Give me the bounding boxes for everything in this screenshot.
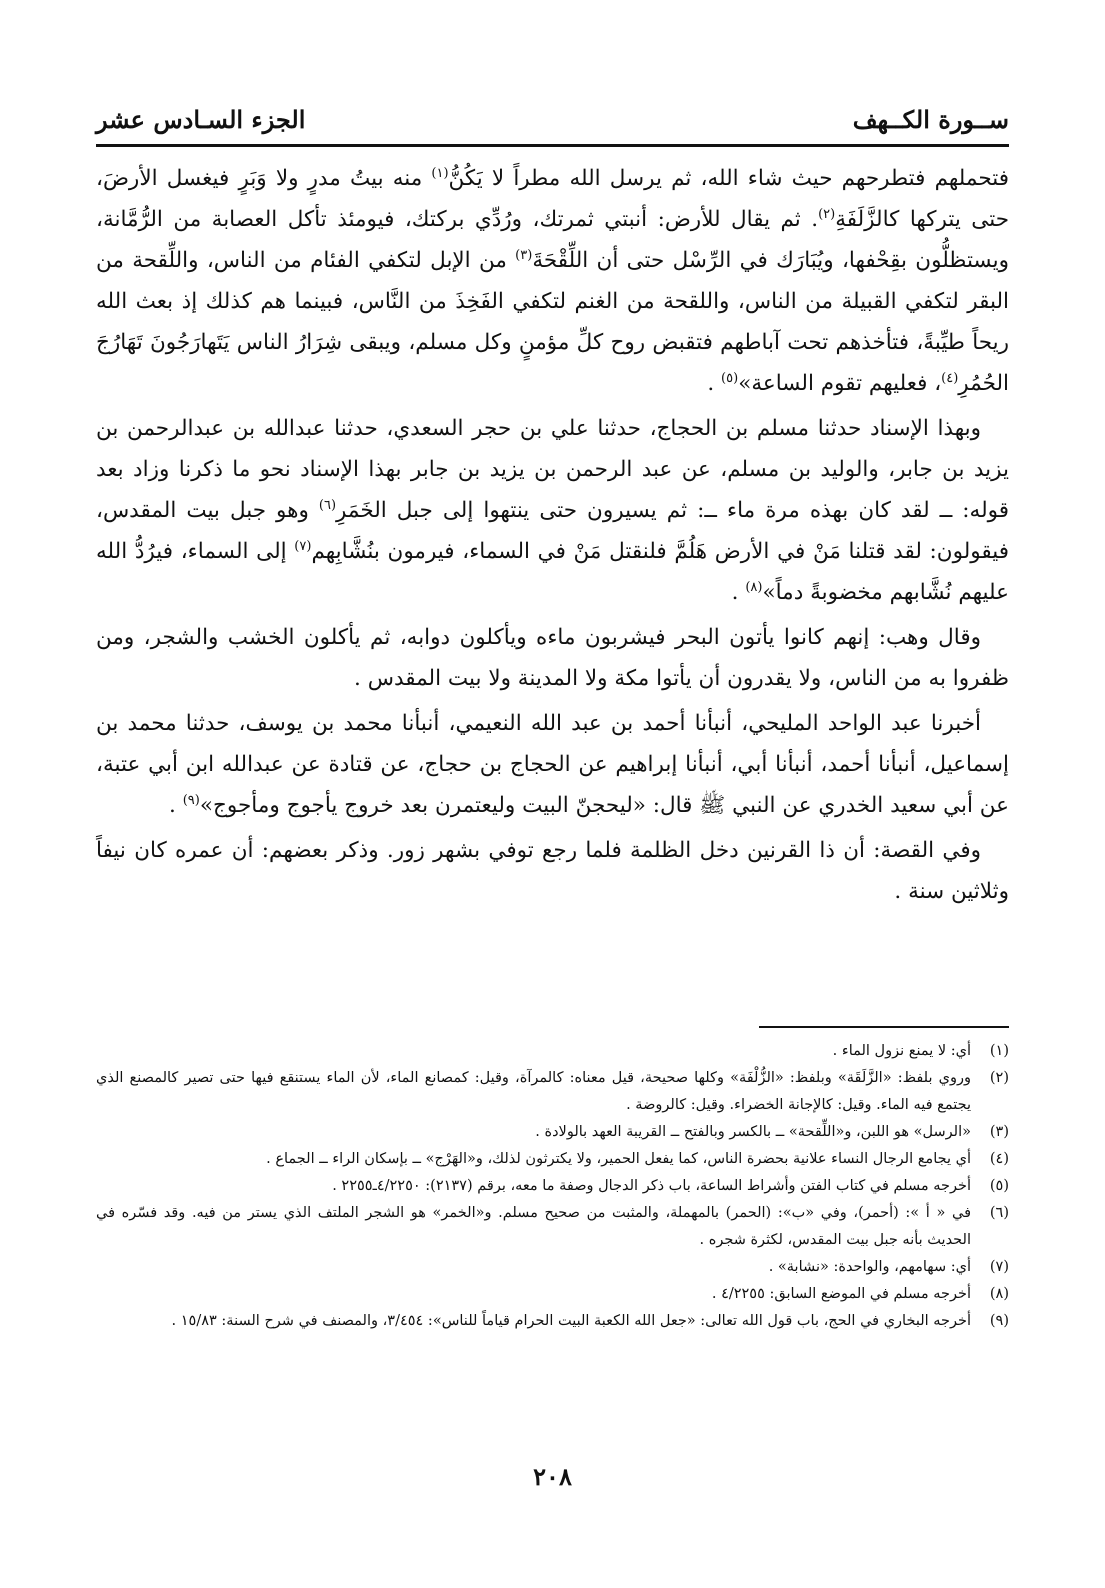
text-segment: منه بيتُ مدرٍ ولا وَبَرٍ فيغسل الأرضَ، حتى يتركها كالزَّلَفَةِ bbox=[96, 166, 1009, 232]
main-text bbox=[96, 158, 1009, 916]
footnote-text: «الرسل» هو اللبن، و«اللِّقحة» ــ بالكسر وبالفتح ــ القريبة العهد بالولادة . bbox=[535, 1124, 971, 1140]
page-number: ٢٠٨ bbox=[533, 1462, 572, 1491]
text-segment: . bbox=[169, 793, 183, 818]
footnote-number: (٥) bbox=[989, 1178, 1009, 1194]
text-segment: وهو جبل بيت المقدس، فيقولون: لقد قتلنا مَنْ في الأرض هَلُمَّ فلنقتل مَنْ في السماء، فيرمون بنُشَّابِهم bbox=[96, 498, 1009, 564]
part-title: الجزء السـادس عشر bbox=[96, 105, 306, 134]
footnote-text: أي: سهامهم، والواحدة: «نشابة» . bbox=[768, 1259, 971, 1275]
paragraph-3 bbox=[96, 617, 1009, 699]
footnote-ref: (٤) bbox=[941, 370, 959, 386]
paragraph-5 bbox=[96, 830, 1009, 912]
footnote bbox=[96, 1119, 1009, 1146]
footnote-text: أخرجه مسلم في الموضع السابق: ٤/٢٢٥٥ . bbox=[711, 1286, 971, 1302]
footnote-ref: (١) bbox=[431, 165, 449, 181]
text-segment: . bbox=[731, 580, 746, 605]
footnote-ref: (٧) bbox=[294, 538, 312, 554]
surah-title: ســورة الكــهف bbox=[852, 105, 1009, 134]
paragraph-4 bbox=[96, 703, 1009, 826]
footnote-number: (٢) bbox=[989, 1070, 1009, 1086]
paragraph-1 bbox=[96, 158, 1009, 404]
footnote-number: (٦) bbox=[989, 1205, 1009, 1221]
text-segment: إلى السماء، فيرُدُّ الله عليهم نُشَّابهم مخضوبةً دماً» bbox=[96, 539, 1009, 605]
footnote bbox=[96, 1065, 1009, 1119]
text-segment: . bbox=[707, 371, 722, 396]
text-segment: أخبرنا عبد الواحد المليحي، أنبأنا أحمد بن عبد الله النعيمي، أنبأنا محمد بن يوسف، حدثنا محمد بن إسماعيل، أنبأنا أحمد، أنبأنا أبي، أنبأنا إبراهيم عن الحجاج بن حجاج، عن قتادة عن عبدالله ابن أبي عتبة، عن أبي سعيد الخدري عن النبي ﷺ قال: «ليحجنّ البيت وليعتمرن بعد خروج يأجوج ومأجوج» bbox=[96, 711, 1009, 818]
footnote-number: (٩) bbox=[989, 1313, 1009, 1329]
footnote-ref: (٩) bbox=[182, 792, 200, 808]
footnote-number: (٤) bbox=[989, 1151, 1009, 1167]
footnote-ref: (٨) bbox=[745, 579, 763, 595]
footnote-ref: (٣) bbox=[515, 247, 533, 263]
text-segment: ، فعليهم تقوم الساعة» bbox=[738, 371, 942, 396]
text-segment: وقال وهب: إنهم كانوا يأتون البحر فيشربون ماءه ويأكلون دوابه، ثم يأكلون الخشب والشجر، ومن ظفروا به من الناس، ولا يقدرون أن يأتوا مكة ولا المدينة ولا بيت المقدس . bbox=[96, 625, 1009, 691]
footnote-text: أخرجه البخاري في الحج، باب قول الله تعالى: «جعل الله الكعبة البيت الحرام قياماً للناس»: ٣/٤٥٤، والمصنف في شرح السنة: ١٥/٨٣ . bbox=[171, 1313, 971, 1329]
footnote-ref: (٦) bbox=[318, 497, 337, 513]
footnotes bbox=[96, 1038, 1009, 1335]
footnote-text: في « أ »: (أحمر)، وفي «ب»: (الحمر) بالمهملة، والمثبت من صحيح مسلم. و«الخمر» هو الشجر الملتف الذي يستر من فيه. وقد فسّره في الحديث بأنه جبل بيت المقدس، لكثرة شجره . bbox=[96, 1205, 971, 1248]
footnote-text: أي: لا يمنع نزول الماء . bbox=[832, 1043, 971, 1059]
footnote-number: (١) bbox=[989, 1043, 1009, 1059]
text-segment: وبهذا الإسناد حدثنا مسلم بن الحجاج، حدثنا علي بن حجر السعدي، حدثنا عبدالله بن عبدالرحمن بن يزيد بن جابر، والوليد بن مسلم، عن عبد الرحمن بن يزيد بن جابر بهذا الإسناد نحو ما ذكرنا وزاد بعد قوله: ــ لقد كان بهذه مرة ماء ــ: ثم يسيرون حتى ينتهوا إلى جبل الخَمَرِ bbox=[96, 416, 1010, 523]
footnote-ref: (٢) bbox=[818, 206, 836, 222]
footnote bbox=[96, 1038, 1009, 1065]
text-segment: وفي القصة: أن ذا القرنين دخل الظلمة فلما رجع توفي بشهر زور. وذكر بعضهم: أن عمره كان نيفاً وثلاثين سنة . bbox=[96, 838, 1009, 904]
footnote-number: (٨) bbox=[989, 1286, 1009, 1302]
text-segment: من الإبل لتكفي الفئام من الناس، واللِّقحة من البقر لتكفي القبيلة من الناس، واللقحة من الغنم لتكفي الفَخِذَ من النَّاس، فبينما هم كذلك إذ بعث الله ريحاً طيِّبةً، فتأخذهم تحت آباطهم فتقبض روح كلِّ مؤمنٍ وكل مسلم، ويبقى شِرَارُ الناس يَتَهارَجُونَ تَهَارُجَ الحُمُرِ bbox=[96, 248, 1009, 396]
footnote-text: أخرجه مسلم في كتاب الفتن وأشراط الساعة، باب ذكر الدجال وصفة ما معه، برقم (٢١٣٧): ٤/٢٢٥٠ـ٢٢٥٥ . bbox=[332, 1178, 971, 1194]
text-segment: فتحملهم فتطرحهم حيث شاء الله، ثم يرسل الله مطراً لا يَكُنُّ bbox=[448, 166, 1009, 191]
footnote-rule bbox=[759, 1026, 1009, 1028]
footnote-number: (٧) bbox=[989, 1259, 1009, 1275]
footnote bbox=[96, 1200, 1009, 1254]
footnote bbox=[96, 1308, 1009, 1335]
footnote bbox=[96, 1281, 1009, 1308]
footnote-text: وروي بلفظ: «الزَّلَقَة» وبلفظ: «الزُّلْفَة» وكلها صحيحة، قيل معناه: كالمرآة، وقيل: كمصانع الماء، لأن الماء يستنقع فيها حتى تصير كالمصنع الذي يجتمع فيه الماء. وقيل: كالإجانة الخضراء. وقيل: كالروضة . bbox=[96, 1070, 971, 1113]
paragraph-2 bbox=[96, 408, 1009, 613]
footnote-number: (٣) bbox=[989, 1124, 1009, 1140]
footnote bbox=[96, 1254, 1009, 1281]
footnote bbox=[96, 1173, 1009, 1200]
text-segment: . ثم يقال للأرض: أنبتي ثمرتك، ورُدِّي بركتك، فيومئذ تأكل العصابة من الرُّمَّانة، ويستظلُّون بقِحْفها، ويُبَارَك في الرِّسْل حتى أن اللِّقْحَةَ bbox=[96, 207, 1009, 273]
footnote-ref: (٥) bbox=[721, 370, 739, 386]
footnote-text: أي يجامع الرجال النساء علانية بحضرة الناس، كما يفعل الحمير، ولا يكترثون لذلك، و«الهَرْج» ــ بإسكان الراء ــ الجماع . bbox=[266, 1151, 971, 1167]
header-rule bbox=[96, 144, 1009, 147]
running-header bbox=[96, 84, 1009, 134]
footnote bbox=[96, 1146, 1009, 1173]
